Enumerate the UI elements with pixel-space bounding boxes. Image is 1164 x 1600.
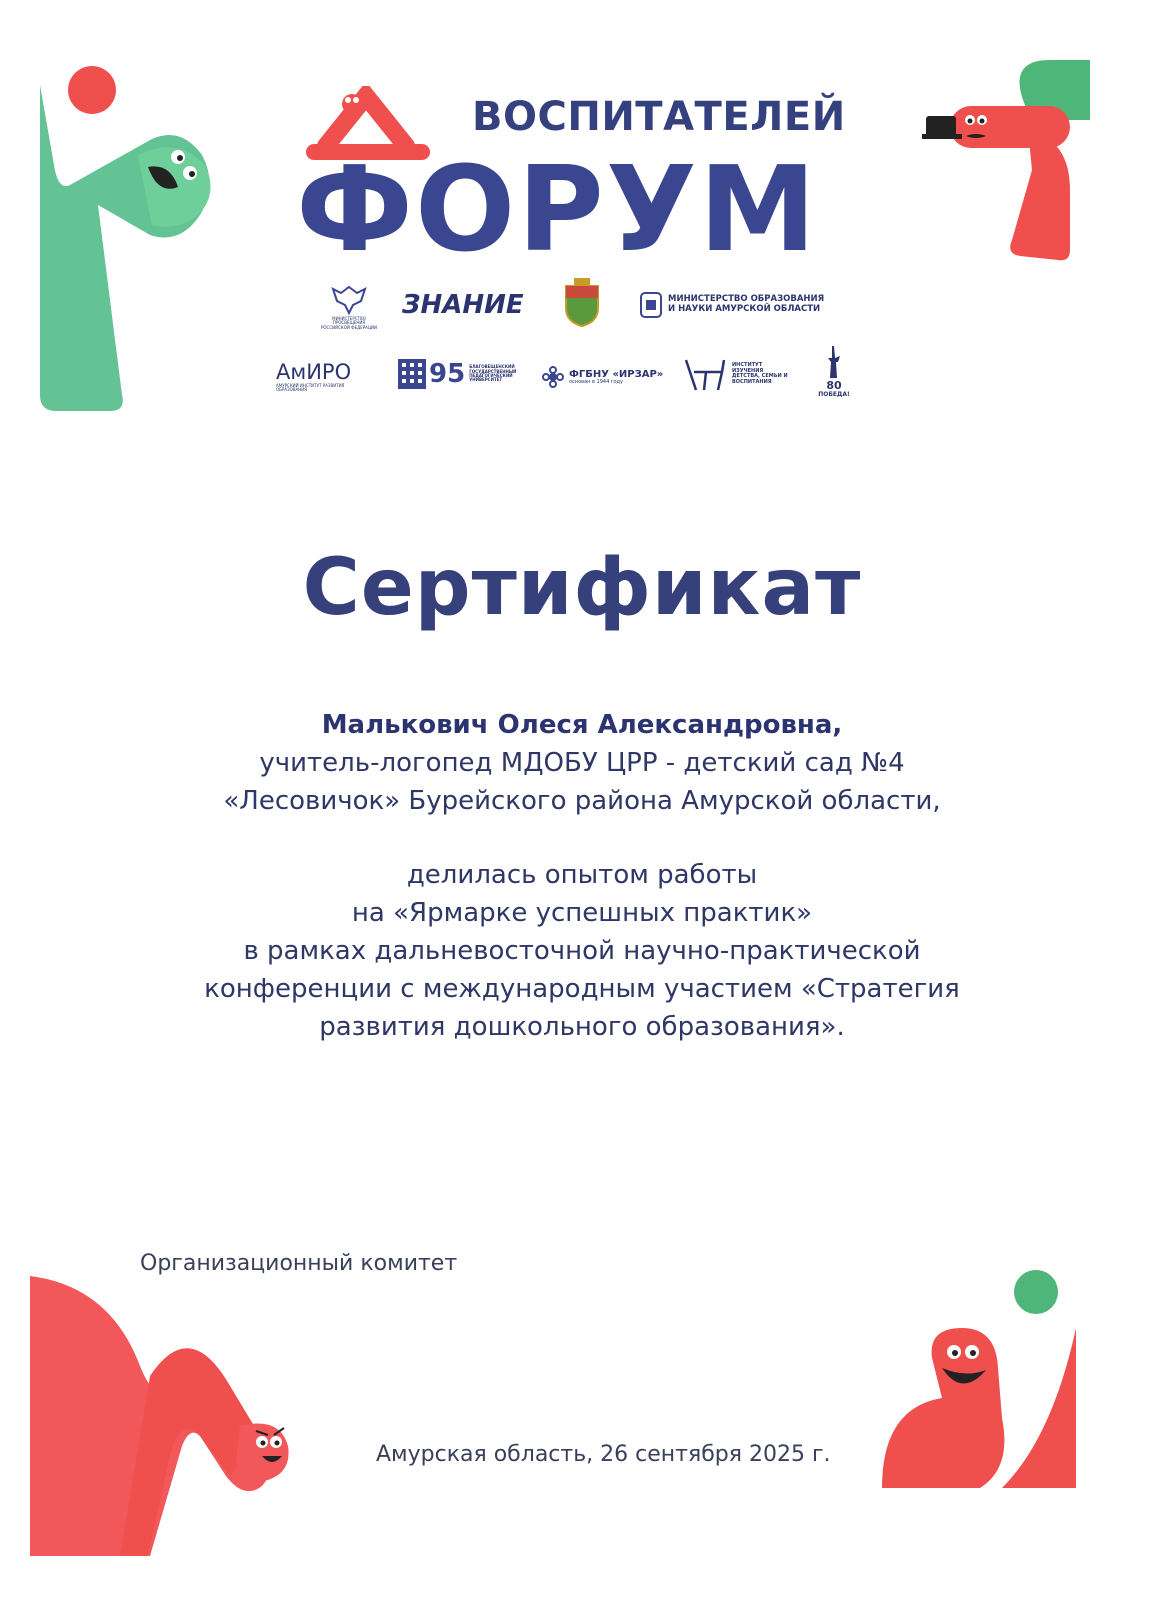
amiro-name: АмИРО: [276, 360, 352, 384]
achievement-block: [0, 856, 1164, 1046]
amur-coat-of-arms-icon: [560, 278, 604, 328]
minobr-line2: И НАУКИ АМУРСКОЙ ОБЛАСТИ: [668, 304, 821, 314]
achievement-line: в рамках дальневосточной научно-практической: [243, 936, 921, 966]
bgpu-logo: [397, 358, 525, 390]
achievement-line: на «Ярмарке успешных практик»: [351, 898, 813, 928]
institute-caption: ИНСТИТУТ ИЗУЧЕНИЯ ДЕТСТВА, СЕМЬИ И ВОСПИТАНИЯ: [732, 362, 788, 385]
victory-number: 80: [826, 379, 842, 392]
forum-subtitle: ВОСПИТАТЕЛЕЙ: [472, 94, 846, 140]
flower-emblem-icon: [542, 366, 564, 388]
achievement-line: развития дошкольного образования».: [319, 1012, 845, 1042]
amiro-caption: АМУРСКИЙ ИНСТИТУТ РАЗВИТИЯ ОБРАЗОВАНИЯ: [276, 383, 345, 393]
bgpu-caption: БЛАГОВЕЩЕНСКИЙ ГОСУДАРСТВЕННЫЙ ПЕДАГОГИЧЕСКИЙ УНИВЕРСИТЕТ: [469, 364, 517, 383]
red-hat-character-illustration: [920, 50, 1090, 270]
irzar-name: ФГБНУ «ИРЗАР»: [569, 368, 664, 380]
irzar-logo: [542, 366, 663, 388]
recipient-block: [0, 706, 1164, 820]
institute-logo: [682, 356, 792, 392]
victory-80-logo: [818, 344, 850, 398]
recipient-name: Малькович Олеся Александровна,: [321, 710, 843, 740]
certificate-title: Сертификат: [302, 543, 862, 633]
red-ball-character-illustration: [862, 1268, 1092, 1498]
ministry-building-icon: [640, 292, 662, 318]
recipient-position-line1: учитель-логопед МДОБУ ЦРР - детский сад №4: [259, 748, 905, 778]
minpros-logo: [318, 283, 380, 330]
achievement-line: делилась опытом работы: [406, 860, 758, 890]
green-character-illustration: [30, 55, 230, 415]
minpros-caption: МИНИСТЕРСТВО ПРОСВЕЩЕНИЯ РОССИЙСКОЙ ФЕДЕРАЦИИ: [320, 316, 378, 330]
znanie-logo: ЗНАНИЕ: [402, 290, 524, 320]
recipient-position-line2: «Лесовичок» Бурейского района Амурской области,: [223, 786, 941, 816]
red-worm-character-illustration: [30, 1276, 300, 1566]
forum-title: ФОРУМ: [296, 140, 819, 278]
motherland-statue-icon: [818, 344, 850, 380]
amiro-logo: [276, 360, 366, 393]
minobr-line1: МИНИСТЕРСТВО ОБРАЗОВАНИЯ: [668, 294, 825, 305]
eagle-emblem-icon: [329, 283, 369, 317]
irzar-caption: основан в 1944 году: [569, 378, 623, 385]
organizing-committee: Организационный комитет: [140, 1251, 458, 1276]
chair-icon: [682, 356, 726, 392]
bgpu-number: 95: [429, 359, 466, 389]
place-and-date: Амурская область, 26 сентября 2025 г.: [376, 1442, 831, 1467]
university-building-icon: [397, 358, 427, 390]
achievement-line: конференции с международным участием «Стратегия: [204, 974, 960, 1004]
victory-text: ПОБЕДА!: [818, 391, 850, 398]
minobr-logo: [640, 292, 824, 318]
